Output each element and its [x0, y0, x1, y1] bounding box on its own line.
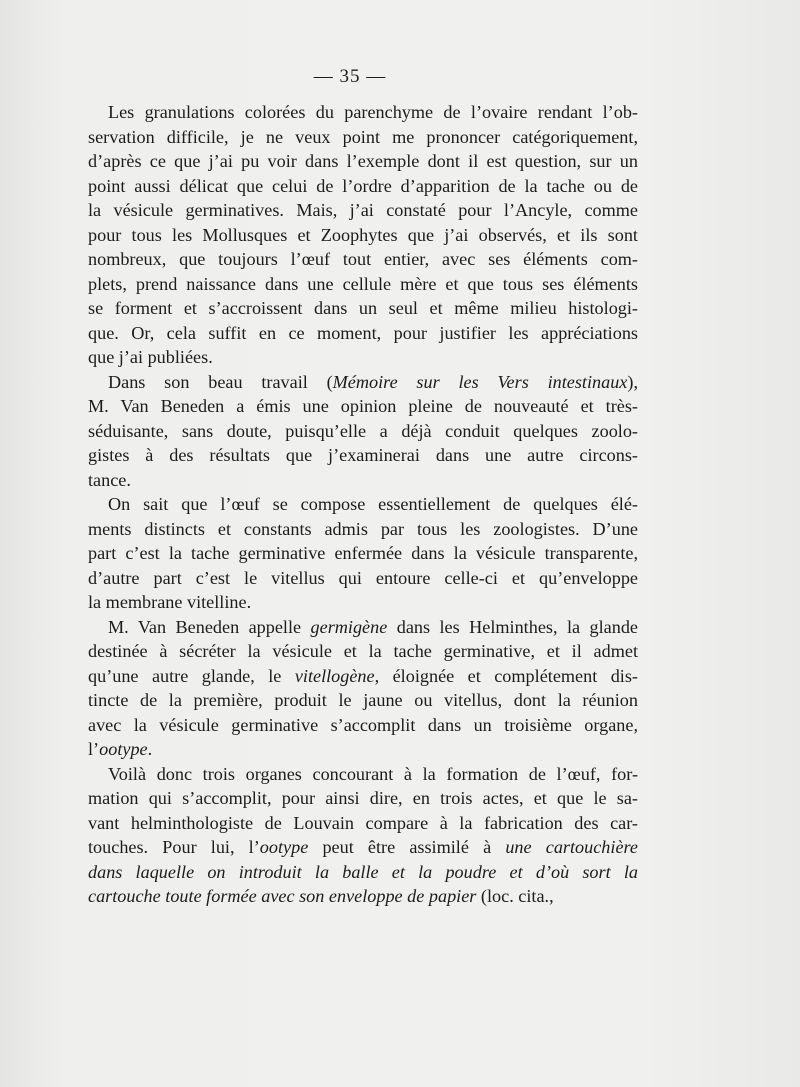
text-line [88, 688, 638, 713]
text-run: On sait que l’œuf se compose essentiellement de quelques élé- [108, 494, 638, 514]
text-run: l’ [88, 739, 100, 759]
text-line [88, 394, 638, 419]
text-run: se forment et s’accroissent dans un seul et même milieu histologi- [88, 298, 638, 318]
text-run: plets, prend naissance dans une cellule mère et que tous ses éléments [88, 273, 638, 294]
italic-text: vitellogène [294, 665, 375, 686]
text-run: M. Van Beneden appelle [108, 616, 311, 637]
paragraph [88, 492, 638, 615]
paragraph [88, 762, 638, 909]
text-run: peut être assimilé à [308, 837, 506, 857]
page-body-text [88, 100, 638, 909]
text-run: mation qui s’accomplit, pour ainsi dire, en trois actes, et que le sa- [88, 788, 638, 808]
text-line [88, 100, 638, 125]
text-run: Les granulations colorées du parenchyme de l’ovaire rendant l’ob- [108, 102, 638, 122]
italic-text: Mémoire sur les Vers intestinaux [332, 371, 628, 392]
text-run: servation difficile, je ne veux point me prononcer catégoriquement, [88, 126, 638, 147]
paragraph [88, 615, 638, 762]
text-run: gistes à des résultats que j’examinerai dans une autre circons- [88, 445, 638, 465]
text-line [88, 223, 638, 248]
italic-text: germigène [310, 616, 388, 637]
text-line [88, 198, 638, 223]
text-line [88, 492, 638, 517]
text-line [88, 884, 638, 909]
text-line [88, 590, 638, 615]
text-run: . [147, 739, 153, 759]
text-line [88, 762, 638, 787]
text-run: d’après ce que j’ai pu voir dans l’exemple dont il est question, sur un [88, 151, 638, 171]
italic-text: cartouche toute formée avec son enveloppe de papier [88, 886, 477, 906]
text-run: pour tous les Mollusques et Zoophytes que j’ai observés, et ils sont [88, 224, 638, 245]
text-run: Voilà donc trois organes concourant à la formation de l’œuf, for- [108, 763, 638, 784]
text-run: point aussi délicat que celui de l’ordre d’apparition de la tache ou de [88, 175, 638, 196]
text-line [88, 345, 638, 370]
text-line [88, 272, 638, 297]
text-run: part c’est la tache germinative enfermée dans la vésicule transparente, [88, 543, 638, 563]
text-run: avec la vésicule germinative s’accomplit dans un troisième organe, [88, 714, 638, 735]
text-line [88, 835, 638, 860]
text-line [88, 149, 638, 174]
paragraph [88, 370, 638, 493]
text-run: séduisante, sans doute, puisqu’elle a déjà conduit quelques zoolo- [88, 420, 638, 441]
text-line [88, 860, 638, 885]
text-run: nombreux, que toujours l’œuf tout entier, avec ses éléments com- [88, 249, 638, 269]
text-run: ments distincts et constants admis par tous les zoologistes. D’une [88, 518, 638, 539]
text-line [88, 468, 638, 493]
text-line [88, 125, 638, 150]
italic-text: ootype [259, 837, 309, 857]
text-run: d’autre part c’est le vitellus qui entoure celle-ci et qu’enveloppe [88, 567, 638, 588]
text-line [88, 811, 638, 836]
text-run: dans les Helminthes, la glande [387, 616, 638, 637]
text-line [88, 370, 638, 395]
text-run: tance. [88, 469, 131, 490]
text-line [88, 566, 638, 591]
text-line [88, 737, 638, 762]
paragraph [88, 100, 638, 370]
text-line [88, 419, 638, 444]
text-line [88, 247, 638, 272]
text-run: touches. Pour lui, l’ [88, 837, 260, 857]
text-line [88, 615, 638, 640]
text-line [88, 713, 638, 738]
text-line [88, 639, 638, 664]
text-line [88, 541, 638, 566]
text-run: M. Van Beneden a émis une opinion pleine de nouveauté et très- [88, 396, 638, 416]
text-run: ), [627, 371, 638, 392]
text-line [88, 443, 638, 468]
text-line [88, 296, 638, 321]
italic-text: dans laquelle on introduit la balle et la poudre et d’où sort la [88, 861, 638, 882]
text-run: que. Or, cela suffit en ce moment, pour justifier les appréciations [88, 322, 638, 343]
text-line [88, 517, 638, 542]
text-line [88, 664, 638, 689]
italic-text: ootype [99, 739, 148, 759]
text-run: vant helminthologiste de Louvain compare à la fabrication des car- [88, 812, 638, 833]
text-run: que j’ai publiées. [88, 347, 213, 367]
text-run: qu’une autre glande, le [88, 665, 295, 686]
text-line [88, 174, 638, 199]
text-run: , éloignée et complétement dis- [374, 665, 638, 686]
text-run: destinée à sécréter la vésicule et la tache germinative, et il admet [88, 641, 638, 661]
text-run: la membrane vitelline. [88, 592, 252, 612]
text-run: tincte de la première, produit le jaune ou vitellus, dont la réunion [88, 690, 638, 710]
text-run: la vésicule germinatives. Mais, j’ai constaté pour l’Ancyle, comme [88, 200, 638, 220]
text-run: Dans son beau travail ( [108, 371, 333, 392]
text-run: (loc. cita., [476, 886, 554, 906]
text-line [88, 321, 638, 346]
italic-text: une cartouchière [505, 837, 638, 857]
page-number: — 35 — [313, 66, 387, 87]
text-line [88, 786, 638, 811]
